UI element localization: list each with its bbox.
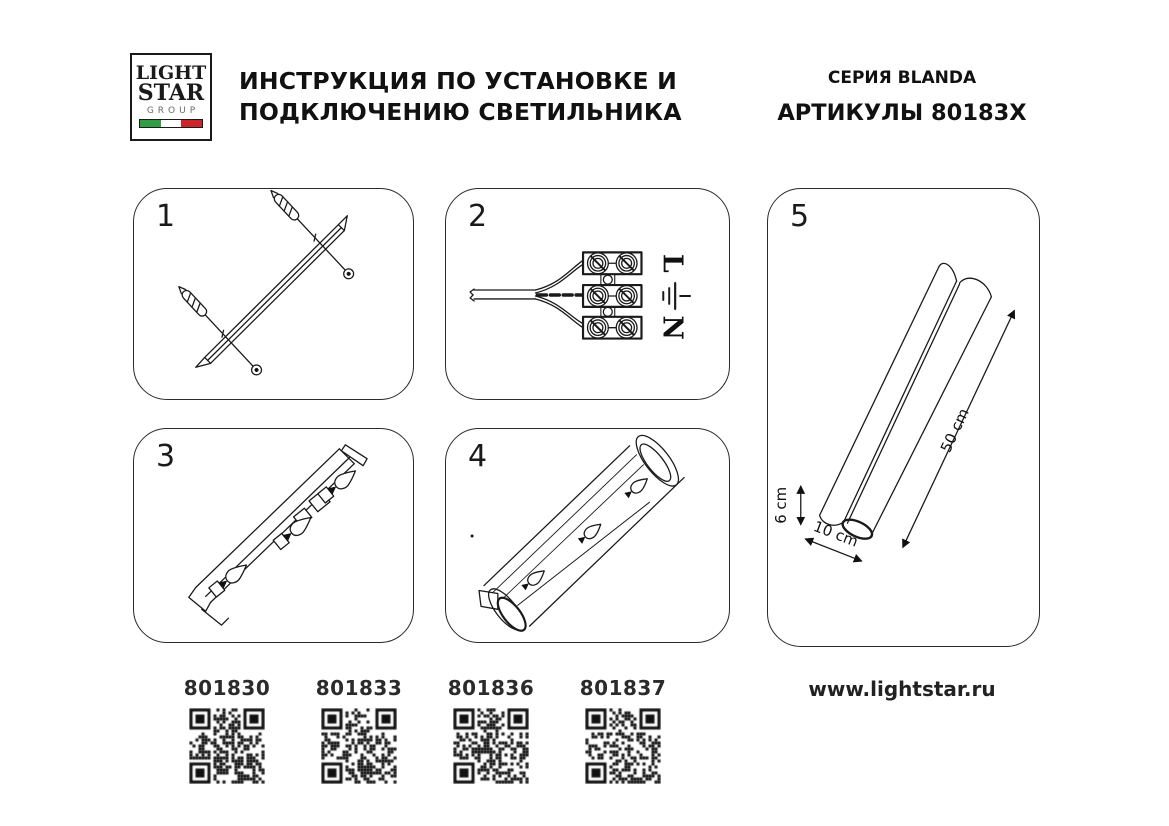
title-line-1: ИНСТРУКЦИЯ ПО УСТАНОВКЕ И bbox=[239, 67, 677, 95]
dimensions-drawing bbox=[768, 189, 1039, 646]
panel-number: 1 bbox=[156, 199, 176, 234]
panel-number: 3 bbox=[156, 439, 176, 474]
panel-4-tube-assembly bbox=[445, 428, 730, 643]
height-dimension-label: 6 cm bbox=[771, 486, 790, 524]
article-code: 801837 bbox=[579, 676, 667, 700]
lightstar-logo bbox=[130, 53, 212, 141]
article-801830 bbox=[167, 676, 287, 788]
panel-5-dimensions bbox=[767, 188, 1040, 647]
logo-text-group: GROUP bbox=[146, 106, 200, 116]
terminal-block-drawing bbox=[446, 189, 729, 399]
screw-anchor-top bbox=[267, 189, 355, 281]
panel-1-mounting bbox=[133, 188, 414, 400]
mounting-hardware-drawing bbox=[134, 189, 413, 399]
qr-code bbox=[189, 708, 265, 784]
panel-number: 2 bbox=[468, 199, 488, 234]
length-dimension-label: 50 cm bbox=[936, 405, 973, 456]
fixture-base-drawing bbox=[134, 429, 413, 642]
tube-assembly-drawing bbox=[446, 429, 729, 642]
articles-heading: АРТИКУЛЫ 80183X bbox=[777, 100, 1027, 126]
article-code: 801836 bbox=[447, 676, 535, 700]
title-line-2: ПОДКЛЮЧЕНИЮ СВЕТИЛЬНИКА bbox=[239, 98, 682, 126]
article-801836 bbox=[431, 676, 551, 788]
article-code: 801830 bbox=[183, 676, 271, 700]
screw-anchor-bottom bbox=[175, 283, 263, 377]
article-code: 801833 bbox=[315, 676, 403, 700]
page-title bbox=[239, 66, 682, 128]
depth-dimension-label: 10 cm bbox=[810, 517, 861, 551]
bulb-icon bbox=[317, 466, 359, 504]
article-801833 bbox=[299, 676, 419, 788]
ground-icon bbox=[663, 283, 690, 309]
panel-3-base-bulbs bbox=[133, 428, 414, 643]
qr-code bbox=[453, 708, 529, 784]
logo-text-light: LIGHT bbox=[135, 62, 207, 84]
italian-flag-icon bbox=[139, 119, 203, 128]
article-801837 bbox=[563, 676, 683, 788]
panel-number: 5 bbox=[790, 199, 810, 234]
panel-number: 4 bbox=[468, 439, 488, 474]
website-url: www.lightstar.ru bbox=[808, 677, 996, 701]
bulb-icon bbox=[208, 560, 250, 598]
panel-2-wiring bbox=[445, 188, 730, 400]
qr-code bbox=[321, 708, 397, 784]
live-wire-label: L bbox=[656, 253, 688, 273]
series-label: СЕРИЯ BLANDA bbox=[827, 68, 977, 88]
neutral-wire-label: N bbox=[656, 315, 688, 340]
qr-code bbox=[585, 708, 661, 784]
logo-text-star: STAR bbox=[137, 80, 205, 106]
